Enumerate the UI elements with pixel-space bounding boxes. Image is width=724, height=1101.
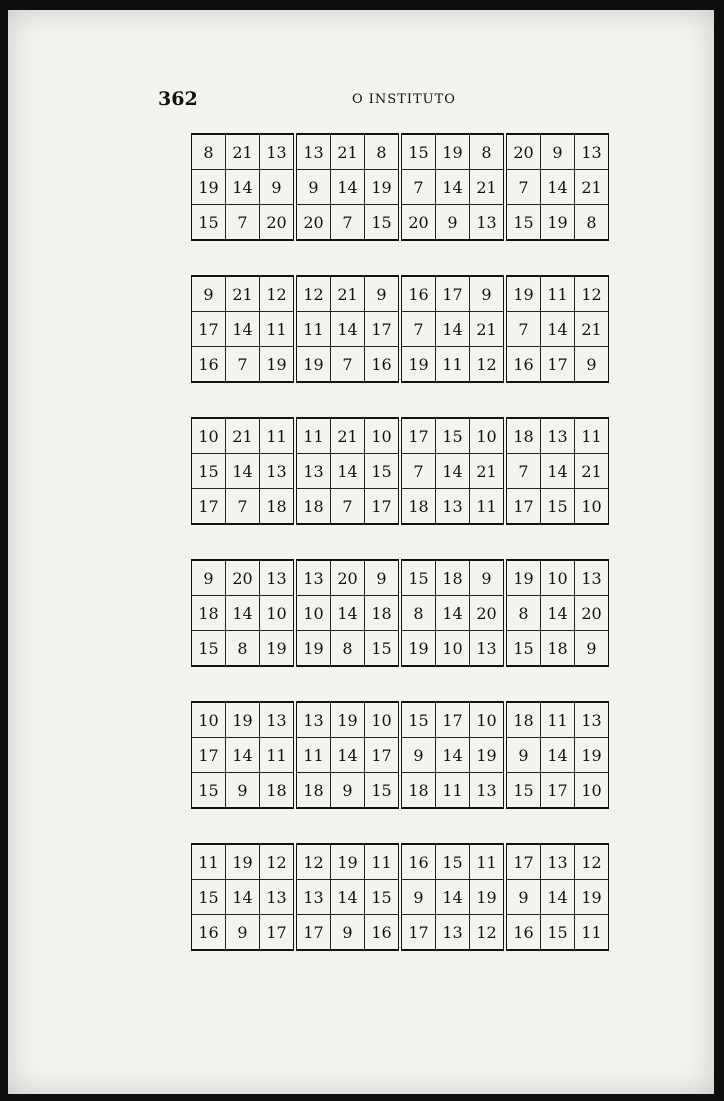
table-cell: 15	[505, 773, 541, 809]
table-cell: 13	[436, 915, 470, 951]
table-cell: 11	[575, 915, 609, 951]
table-cell: 18	[400, 773, 436, 809]
table-cell: 16	[365, 347, 401, 383]
table-cell: 11	[260, 738, 296, 773]
page-number: 362	[158, 88, 198, 110]
table-cell: 11	[541, 276, 575, 312]
table-cell: 9	[295, 170, 331, 205]
table-cell: 8	[192, 134, 226, 170]
table-cell: 13	[575, 702, 609, 738]
table-cell: 12	[470, 915, 506, 951]
table-cell: 8	[365, 134, 401, 170]
table-cell: 18	[436, 560, 470, 596]
table-cell: 18	[365, 596, 401, 631]
table-cell: 16	[400, 844, 436, 880]
table-cell: 15	[365, 454, 401, 489]
table-cell: 14	[436, 596, 470, 631]
table-row	[192, 631, 609, 667]
table-cell: 12	[260, 276, 296, 312]
table-cell: 20	[226, 560, 260, 596]
table-cell: 21	[575, 170, 609, 205]
table-cell: 11	[470, 844, 506, 880]
table-cell: 20	[400, 205, 436, 241]
page-header	[158, 88, 613, 118]
table-cell: 10	[470, 418, 506, 454]
table-cell: 15	[541, 915, 575, 951]
table-cell: 12	[470, 347, 506, 383]
table-cell: 7	[331, 205, 365, 241]
table-cell: 14	[436, 738, 470, 773]
table-row	[192, 312, 609, 347]
book-page	[8, 10, 714, 1094]
table-cell: 19	[331, 844, 365, 880]
table-cell: 15	[400, 134, 436, 170]
table-cell: 15	[365, 773, 401, 809]
table-cell: 19	[295, 347, 331, 383]
table-cell: 19	[470, 738, 506, 773]
table-cell: 15	[436, 418, 470, 454]
table-cell: 15	[365, 631, 401, 667]
table-cell: 10	[192, 702, 226, 738]
table-cell: 7	[400, 454, 436, 489]
table-cell: 8	[331, 631, 365, 667]
table-cell: 15	[365, 205, 401, 241]
table-cell: 21	[331, 276, 365, 312]
table-cell: 13	[470, 205, 506, 241]
table-cell: 13	[260, 134, 296, 170]
table-cell: 14	[226, 596, 260, 631]
table-cell: 9	[541, 134, 575, 170]
table-cell: 7	[226, 347, 260, 383]
table-cell: 18	[260, 773, 296, 809]
table-cell: 21	[331, 418, 365, 454]
table-cell: 8	[505, 596, 541, 631]
table-cell: 9	[365, 560, 401, 596]
table-cell: 21	[226, 134, 260, 170]
table-cell: 14	[331, 596, 365, 631]
table-cell: 7	[226, 489, 260, 525]
table-cell: 9	[400, 880, 436, 915]
table-cell: 17	[505, 844, 541, 880]
table-cell: 9	[505, 880, 541, 915]
table-cell: 15	[436, 844, 470, 880]
table-row	[192, 702, 609, 738]
table-cell: 13	[575, 134, 609, 170]
table-row	[192, 418, 609, 454]
table-cell: 14	[226, 738, 260, 773]
table-cell: 19	[505, 560, 541, 596]
table-cell: 19	[400, 347, 436, 383]
table-cell: 10	[541, 560, 575, 596]
table-cell: 11	[436, 773, 470, 809]
table-cell: 7	[331, 347, 365, 383]
table-cell: 19	[505, 276, 541, 312]
table-cell: 10	[260, 596, 296, 631]
table-cell: 13	[295, 560, 331, 596]
table-cell: 13	[260, 454, 296, 489]
table-row	[192, 205, 609, 241]
table-cell: 13	[470, 631, 506, 667]
table-cell: 15	[192, 631, 226, 667]
table-cell: 14	[541, 312, 575, 347]
table-cell: 21	[575, 454, 609, 489]
table-cell: 14	[541, 738, 575, 773]
table-cell: 9	[505, 738, 541, 773]
table-cell: 13	[295, 134, 331, 170]
table-cell: 18	[192, 596, 226, 631]
table-row	[192, 596, 609, 631]
table-cell: 12	[295, 276, 331, 312]
table-cell: 13	[541, 418, 575, 454]
table-cell: 17	[260, 915, 296, 951]
table-cell: 11	[295, 738, 331, 773]
table-cell: 10	[192, 418, 226, 454]
table-cell: 17	[436, 276, 470, 312]
table-cell: 19	[295, 631, 331, 667]
table-cell: 17	[365, 738, 401, 773]
table-cell: 14	[436, 880, 470, 915]
table-cell: 19	[260, 631, 296, 667]
table-cell: 12	[260, 844, 296, 880]
table-cell: 18	[400, 489, 436, 525]
table-cell: 21	[470, 312, 506, 347]
table-cell: 14	[226, 312, 260, 347]
table-cell: 10	[470, 702, 506, 738]
table-cell: 8	[226, 631, 260, 667]
table-cell: 9	[470, 276, 506, 312]
table-cell: 17	[400, 418, 436, 454]
table-cell: 20	[295, 205, 331, 241]
table-cell: 16	[365, 915, 401, 951]
magic-squares-container	[191, 133, 616, 985]
table-cell: 11	[470, 489, 506, 525]
table-cell: 12	[575, 276, 609, 312]
table-cell: 13	[470, 773, 506, 809]
table-cell: 14	[226, 454, 260, 489]
table-cell: 19	[260, 347, 296, 383]
table-cell: 15	[505, 631, 541, 667]
table-cell: 13	[260, 702, 296, 738]
table-cell: 11	[295, 312, 331, 347]
table-cell: 16	[505, 347, 541, 383]
table-cell: 17	[541, 773, 575, 809]
table-cell: 9	[575, 631, 609, 667]
running-title: O INSTITUTO	[352, 92, 456, 107]
table-cell: 14	[331, 738, 365, 773]
table-cell: 7	[400, 312, 436, 347]
magic-square-table	[191, 843, 609, 951]
table-cell: 14	[436, 312, 470, 347]
table-cell: 19	[192, 170, 226, 205]
table-row	[192, 170, 609, 205]
table-cell: 15	[365, 880, 401, 915]
table-cell: 19	[470, 880, 506, 915]
table-cell: 9	[436, 205, 470, 241]
table-cell: 9	[365, 276, 401, 312]
table-cell: 21	[331, 134, 365, 170]
table-cell: 11	[365, 844, 401, 880]
table-row	[192, 738, 609, 773]
table-cell: 8	[400, 596, 436, 631]
table-cell: 15	[192, 773, 226, 809]
table-cell: 7	[505, 170, 541, 205]
table-cell: 11	[295, 418, 331, 454]
table-cell: 14	[436, 454, 470, 489]
table-cell: 9	[260, 170, 296, 205]
table-cell: 19	[226, 844, 260, 880]
table-cell: 12	[575, 844, 609, 880]
table-cell: 15	[400, 560, 436, 596]
table-cell: 19	[575, 880, 609, 915]
table-cell: 17	[436, 702, 470, 738]
table-cell: 19	[400, 631, 436, 667]
table-cell: 13	[260, 880, 296, 915]
table-cell: 13	[575, 560, 609, 596]
table-cell: 20	[260, 205, 296, 241]
table-cell: 19	[365, 170, 401, 205]
table-cell: 7	[400, 170, 436, 205]
table-row	[192, 276, 609, 312]
table-cell: 17	[295, 915, 331, 951]
table-cell: 16	[505, 915, 541, 951]
table-cell: 17	[400, 915, 436, 951]
table-cell: 20	[331, 560, 365, 596]
table-cell: 14	[541, 880, 575, 915]
table-cell: 14	[331, 454, 365, 489]
table-cell: 9	[192, 560, 226, 596]
table-cell: 10	[295, 596, 331, 631]
table-cell: 16	[192, 915, 226, 951]
table-row	[192, 454, 609, 489]
table-cell: 13	[295, 880, 331, 915]
table-cell: 15	[400, 702, 436, 738]
magic-square-table	[191, 701, 609, 809]
table-cell: 18	[541, 631, 575, 667]
table-cell: 14	[331, 312, 365, 347]
table-cell: 15	[541, 489, 575, 525]
table-cell: 9	[575, 347, 609, 383]
table-cell: 10	[575, 773, 609, 809]
magic-square-table	[191, 275, 609, 383]
table-cell: 17	[365, 489, 401, 525]
table-cell: 9	[192, 276, 226, 312]
table-cell: 19	[436, 134, 470, 170]
table-cell: 14	[541, 596, 575, 631]
table-cell: 20	[470, 596, 506, 631]
table-cell: 15	[505, 205, 541, 241]
table-cell: 15	[192, 880, 226, 915]
table-cell: 12	[295, 844, 331, 880]
table-cell: 20	[505, 134, 541, 170]
table-row	[192, 560, 609, 596]
table-cell: 9	[331, 773, 365, 809]
table-cell: 21	[226, 418, 260, 454]
table-cell: 14	[436, 170, 470, 205]
table-cell: 11	[436, 347, 470, 383]
table-cell: 7	[331, 489, 365, 525]
table-row	[192, 773, 609, 809]
table-cell: 7	[505, 312, 541, 347]
table-cell: 11	[575, 418, 609, 454]
table-cell: 10	[365, 418, 401, 454]
table-cell: 13	[295, 454, 331, 489]
table-cell: 18	[295, 773, 331, 809]
table-cell: 14	[226, 880, 260, 915]
table-cell: 18	[505, 418, 541, 454]
table-cell: 19	[575, 738, 609, 773]
table-cell: 21	[575, 312, 609, 347]
table-cell: 17	[365, 312, 401, 347]
table-cell: 21	[470, 170, 506, 205]
table-cell: 18	[295, 489, 331, 525]
table-cell: 16	[192, 347, 226, 383]
table-cell: 13	[436, 489, 470, 525]
magic-square-table	[191, 559, 609, 667]
table-cell: 8	[470, 134, 506, 170]
table-row	[192, 134, 609, 170]
table-cell: 14	[226, 170, 260, 205]
table-cell: 19	[541, 205, 575, 241]
table-cell: 14	[331, 170, 365, 205]
table-cell: 9	[226, 915, 260, 951]
table-cell: 16	[400, 276, 436, 312]
table-cell: 9	[400, 738, 436, 773]
table-row	[192, 347, 609, 383]
table-cell: 9	[226, 773, 260, 809]
table-cell: 7	[226, 205, 260, 241]
table-cell: 15	[192, 205, 226, 241]
table-row	[192, 915, 609, 951]
table-cell: 18	[260, 489, 296, 525]
magic-square-table	[191, 133, 609, 241]
table-row	[192, 844, 609, 880]
table-cell: 14	[541, 454, 575, 489]
table-cell: 17	[541, 347, 575, 383]
table-row	[192, 489, 609, 525]
table-cell: 11	[260, 312, 296, 347]
table-cell: 8	[575, 205, 609, 241]
table-cell: 7	[505, 454, 541, 489]
table-cell: 17	[505, 489, 541, 525]
table-cell: 17	[192, 489, 226, 525]
table-row	[192, 880, 609, 915]
table-cell: 11	[541, 702, 575, 738]
table-cell: 21	[470, 454, 506, 489]
table-cell: 17	[192, 738, 226, 773]
table-cell: 13	[260, 560, 296, 596]
table-cell: 21	[226, 276, 260, 312]
table-cell: 10	[365, 702, 401, 738]
table-cell: 19	[226, 702, 260, 738]
magic-square-table	[191, 417, 609, 525]
table-cell: 11	[192, 844, 226, 880]
table-cell: 9	[331, 915, 365, 951]
table-cell: 14	[541, 170, 575, 205]
table-cell: 18	[505, 702, 541, 738]
table-cell: 17	[192, 312, 226, 347]
table-cell: 15	[192, 454, 226, 489]
table-cell: 19	[331, 702, 365, 738]
table-cell: 9	[470, 560, 506, 596]
table-cell: 10	[436, 631, 470, 667]
table-cell: 11	[260, 418, 296, 454]
table-cell: 13	[295, 702, 331, 738]
table-cell: 20	[575, 596, 609, 631]
table-cell: 10	[575, 489, 609, 525]
table-cell: 14	[331, 880, 365, 915]
table-cell: 13	[541, 844, 575, 880]
